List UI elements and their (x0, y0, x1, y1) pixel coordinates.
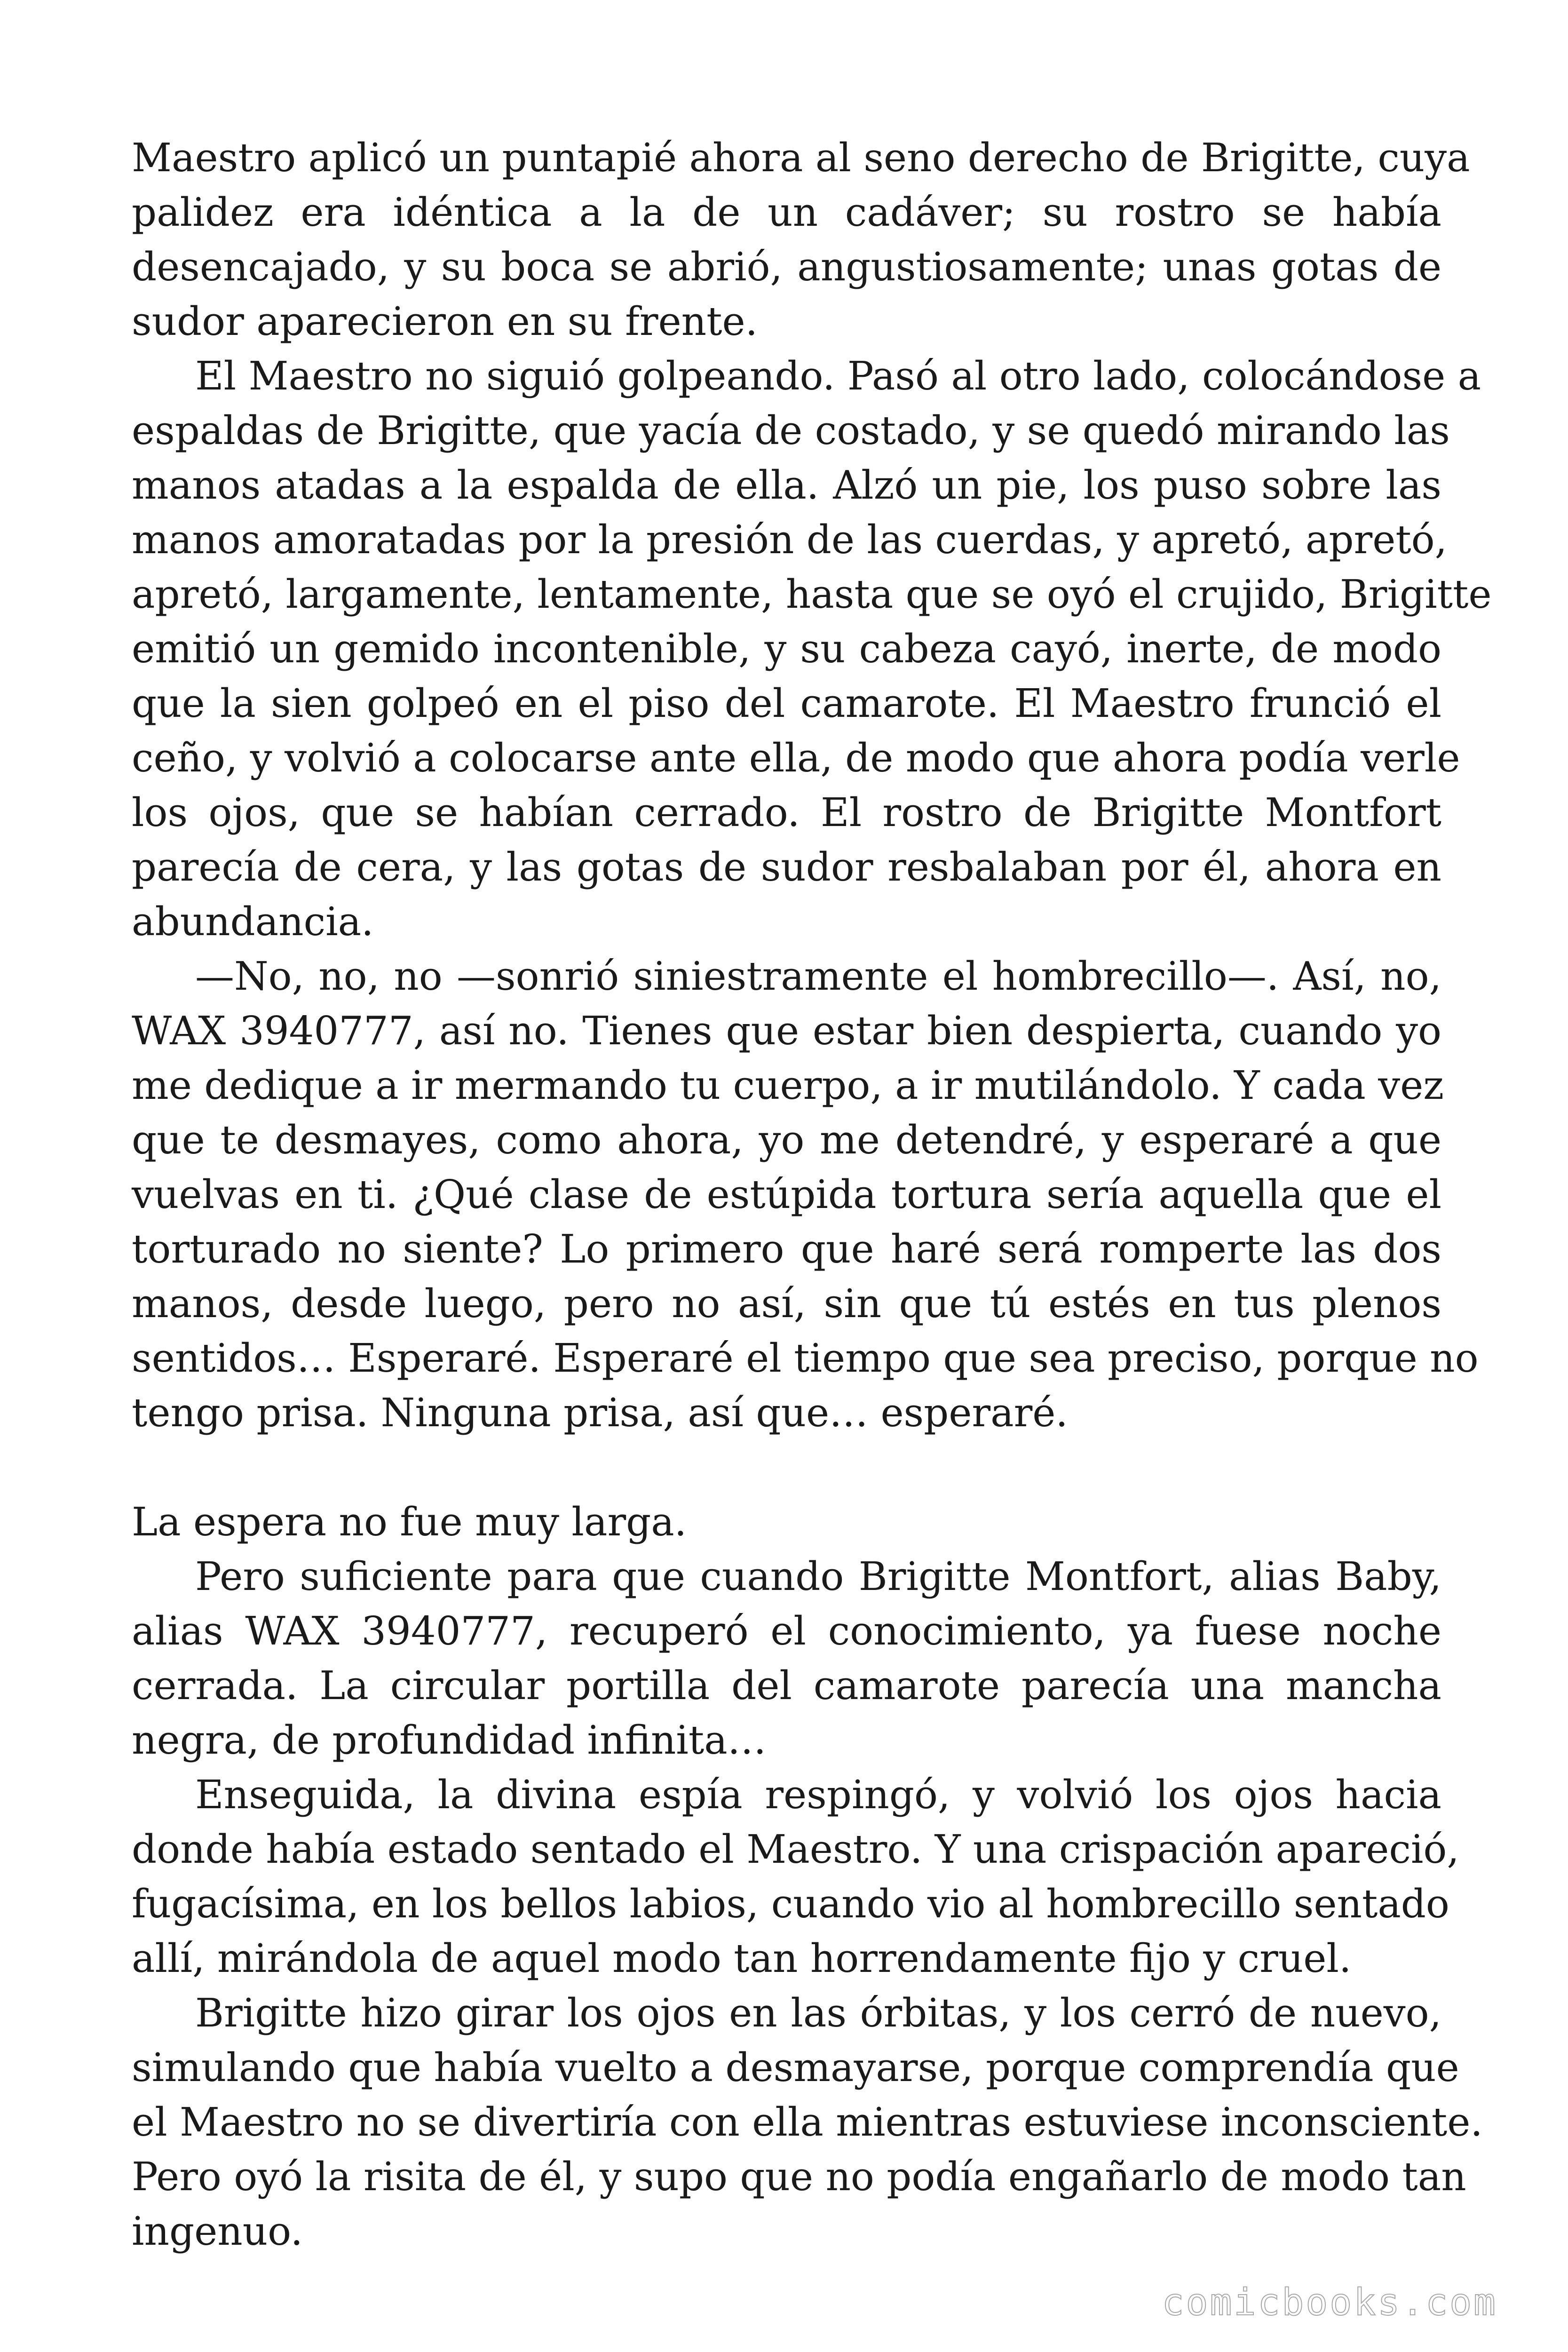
text-line: apretó, largamente, lentamente, hasta que se oyó el crujido, Brigitte (132, 572, 1492, 617)
text-line: donde había estado sentado el Maestro. Y una crispación apareció, (132, 1827, 1459, 1872)
site-watermark: comicbooks.com (1162, 2281, 1497, 2324)
text-line: torturado no siente? Lo primero que haré será romperte las dos (132, 1226, 1441, 1272)
text-line: simulando que había vuelto a desmayarse, porque comprendía que (132, 2045, 1459, 2090)
text-line: —No, no, no —sonrió siniestramente el hombrecillo—. Así, no, (195, 954, 1441, 999)
text-line: WAX 3940777, así no. Tienes que estar bien despierta, cuando yo (132, 1008, 1441, 1054)
text-line: me dedique a ir mermando tu cuerpo, a ir mutilándolo. Y cada vez (132, 1063, 1444, 1108)
text-line: parecía de cera, y las gotas de sudor resbalaban por él, ahora en (132, 844, 1441, 890)
text-line: que la sien golpeó en el piso del camarote. El Maestro frunció el (132, 681, 1441, 726)
text-line: El Maestro no siguió golpeando. Pasó al otro lado, colocándose a (195, 353, 1481, 399)
text-line: sentidos… Esperaré. Esperaré el tiempo que sea preciso, porque no (132, 1335, 1479, 1381)
text-line: Maestro aplicó un puntapié ahora al seno derecho de Brigitte, cuya (132, 135, 1470, 181)
text-line: palidez era idéntica a la de un cadáver; su rostro se había (132, 190, 1441, 235)
text-line: ceño, y volvió a colocarse ante ella, de modo que ahora podía verle (132, 735, 1460, 781)
text-line: alias WAX 3940777, recuperó el conocimiento, ya fuese noche (132, 1608, 1441, 1654)
text-line: manos atadas a la espalda de ella. Alzó un pie, los puso sobre las (132, 462, 1441, 508)
text-line: Enseguida, la divina espía respingó, y volvió los ojos hacia (195, 1772, 1441, 1818)
text-line: desencajado, y su boca se abrió, angustiosamente; unas gotas de (132, 244, 1441, 290)
text-line: abundancia. (132, 899, 374, 945)
text-line: cerrada. La circular portilla del camarote parecía una mancha (132, 1663, 1441, 1708)
text-line: que te desmayes, como ahora, yo me detendré, y esperaré a que (132, 1117, 1441, 1163)
text-line: vuelvas en ti. ¿Qué clase de estúpida tortura sería aquella que el (132, 1172, 1441, 1217)
text-line: manos, desde luego, pero no así, sin que tú estés en tus plenos (132, 1281, 1441, 1327)
text-line: ingenuo. (132, 2209, 303, 2254)
text-line: manos amoratadas por la presión de las cuerdas, y apretó, apretó, (132, 517, 1448, 563)
text-line: allí, mirándola de aquel modo tan horrendamente fijo y cruel. (132, 1936, 1352, 1981)
text-line: Pero oyó la risita de él, y supo que no podía engañarlo de modo tan (132, 2154, 1466, 2200)
text-line: Brigitte hizo girar los ojos en las órbitas, y los cerró de nuevo, (195, 1990, 1441, 2036)
text-line: negra, de profundidad infinita… (132, 1717, 767, 1763)
text-line: La espera no fue muy larga. (132, 1499, 687, 1545)
text-line: Pero suficiente para que cuando Brigitte Montfort, alias Baby, (195, 1554, 1441, 1599)
text-line: sudor aparecieron en su frente. (132, 299, 758, 344)
text-line: los ojos, que se habían cerrado. El rostro de Brigitte Montfort (132, 790, 1441, 835)
text-line: tengo prisa. Ninguna prisa, así que… esperaré. (132, 1390, 1068, 1436)
text-line: fugacísima, en los bellos labios, cuando vio al hombrecillo sentado (132, 1881, 1449, 1927)
text-line: el Maestro no se divertiría con ella mientras estuviese inconsciente. (132, 2099, 1483, 2145)
text-line: espaldas de Brigitte, que yacía de costado, y se quedó mirando las (132, 408, 1450, 453)
text-line: emitió un gemido incontenible, y su cabeza cayó, inerte, de modo (132, 626, 1441, 672)
